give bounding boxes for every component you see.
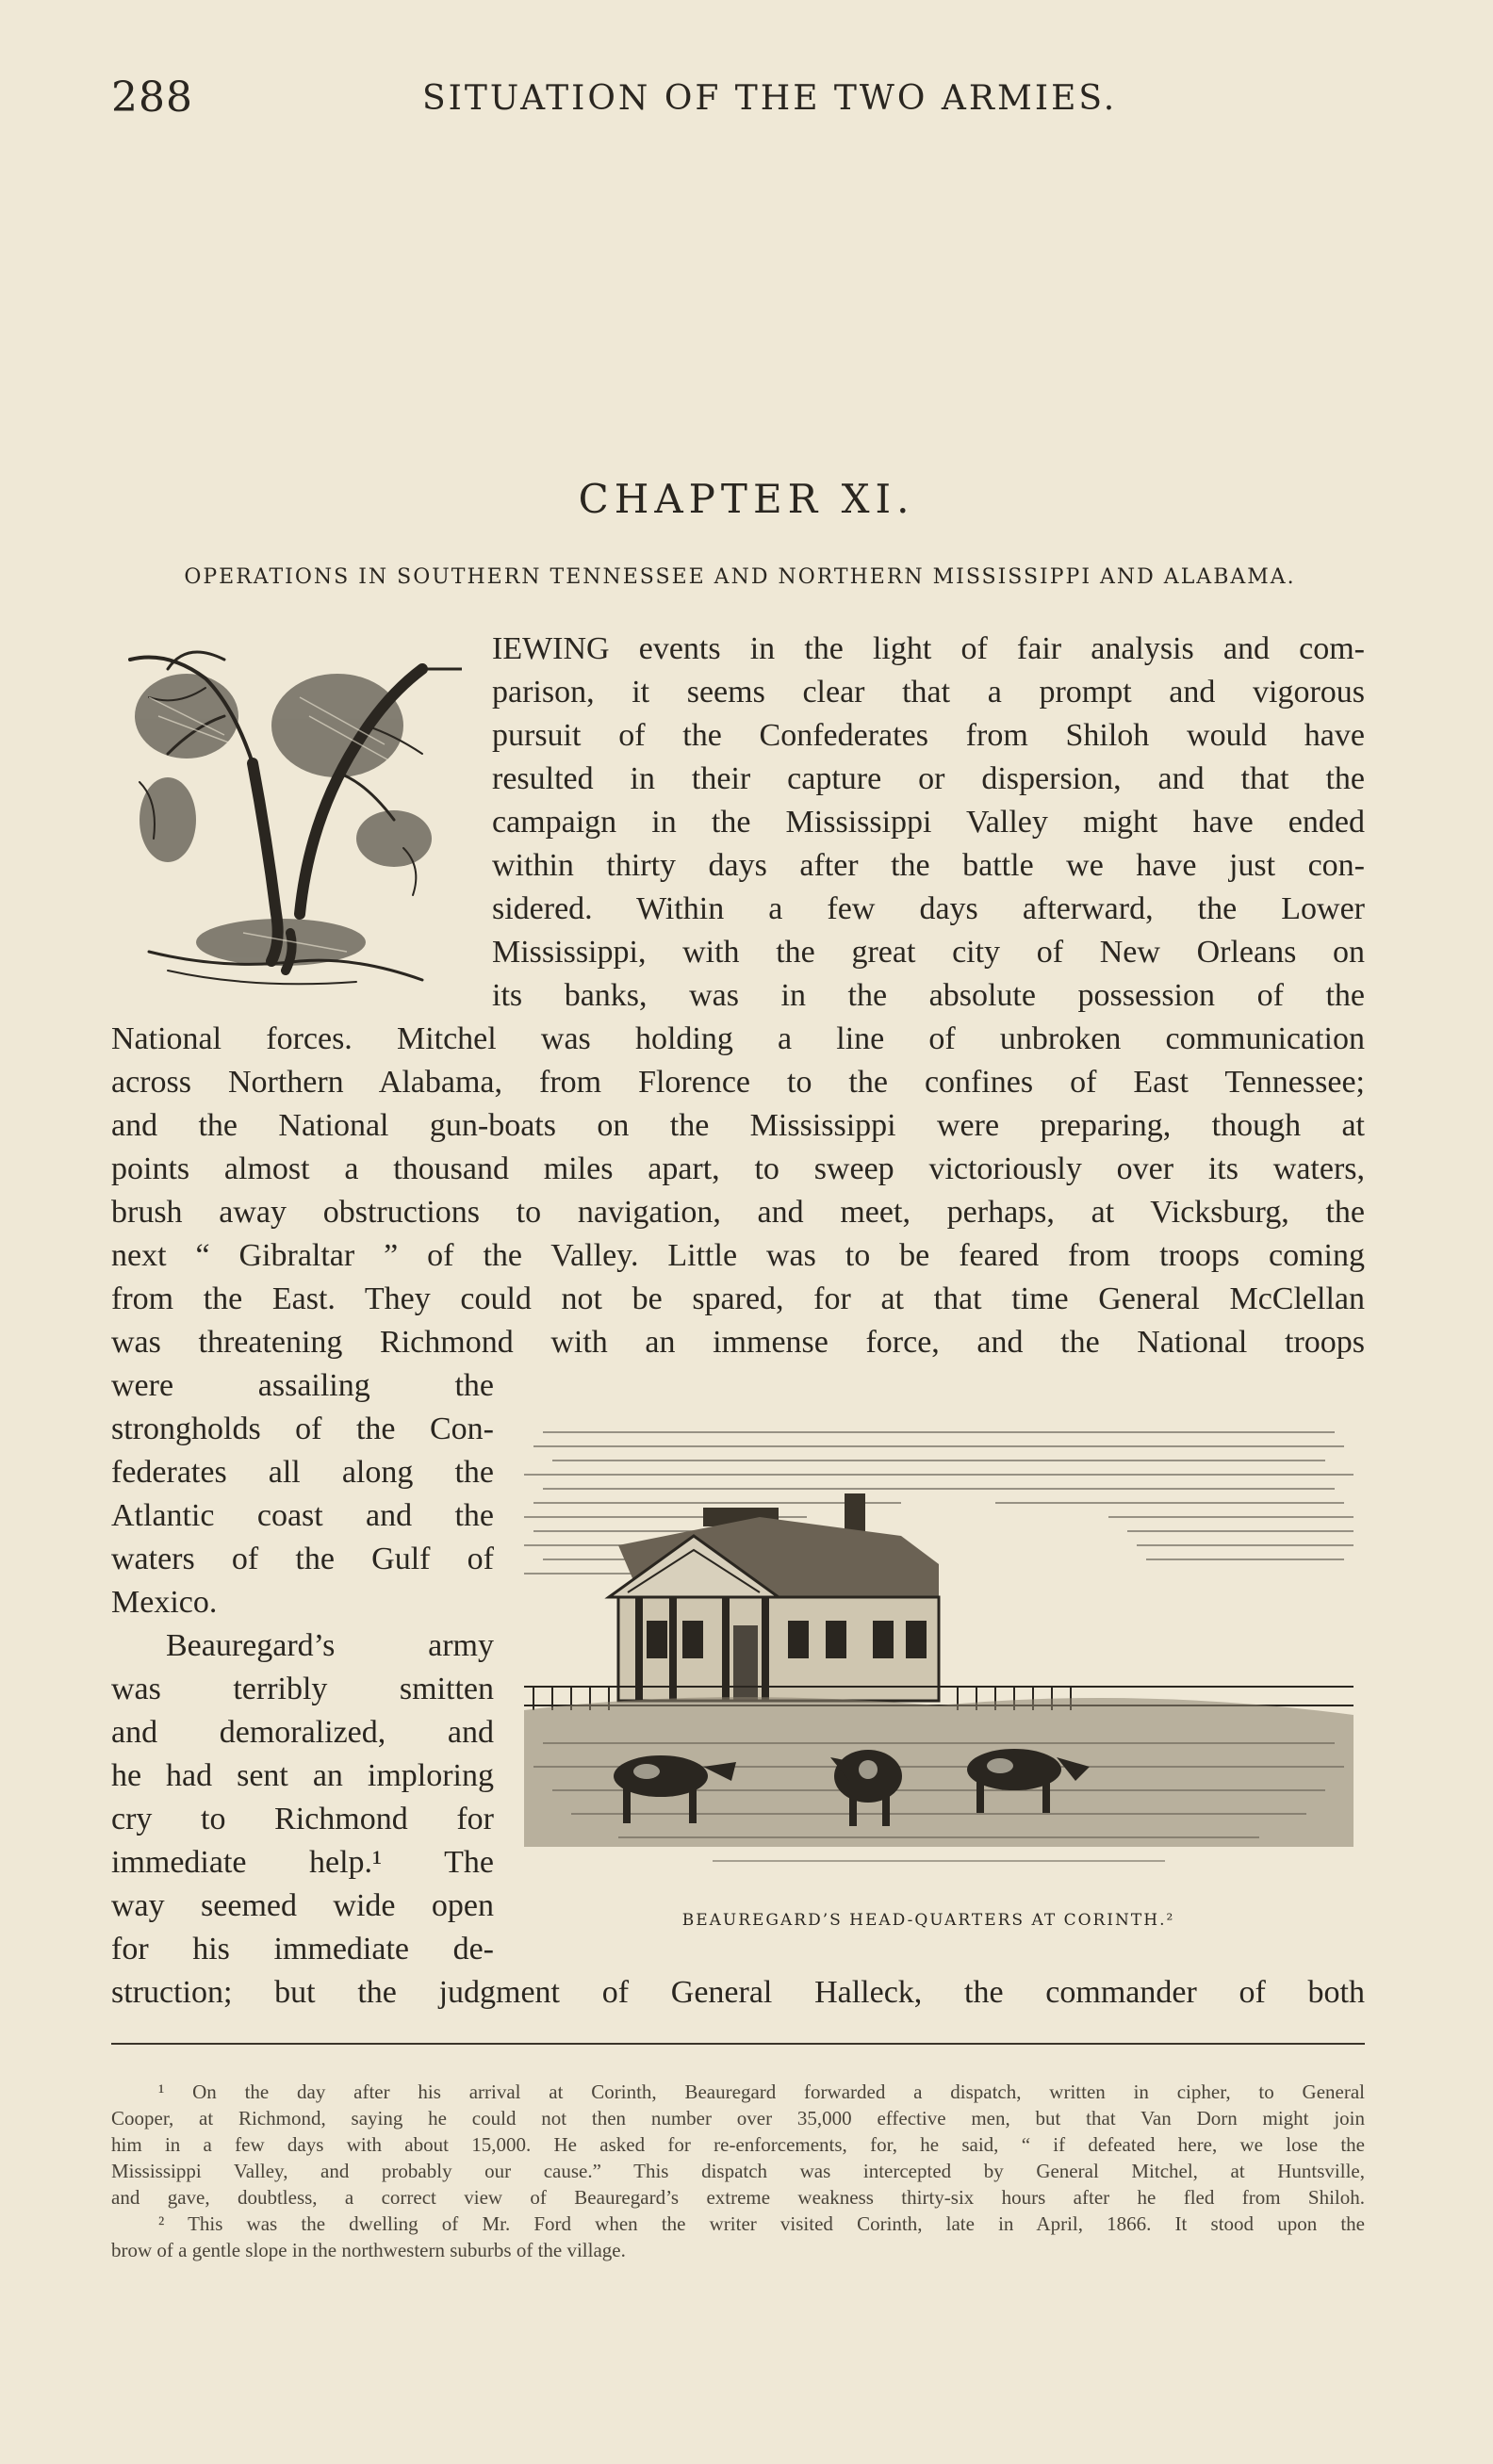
body-line: he had sent an imploring [111,1758,494,1793]
footnote-rule [111,2043,1365,2045]
body-line: was terribly smitten [111,1672,494,1706]
illustration-caption: BEAUREGARD’S HEAD-QUARTERS AT CORINTH.² [681,1911,1175,1930]
body-line: campaign in the Mississippi Valley might have ended [492,805,1365,840]
headquarters-house-illustration [524,1404,1354,1885]
body-line: strongholds of the Con- [111,1411,494,1446]
footnote-line: Mississippi Valley, and probably our cause.” This dispatch was intercepted by General Mitchel, at Huntsville, [111,2160,1365,2182]
body-line: was threatening Richmond with an immense force, and the National troops [111,1325,1365,1360]
footnote-line: Cooper, at Richmond, saying he could not then number over 35,000 effective men, but that Van Dorn might join [111,2107,1365,2129]
body-line: Mexico. [111,1585,218,1620]
body-line: were assailing the [111,1368,494,1403]
body-line: parison, it seems clear that a prompt and vigorous [492,675,1365,710]
body-line: Beauregard’s army [166,1628,494,1663]
body-line: federates all along the [111,1455,494,1490]
body-line: brush away obstructions to navigation, and meet, perhaps, at Vicksburg, the [111,1195,1365,1230]
body-line: its banks, was in the absolute possession of the [492,978,1365,1013]
chapter-subtitle: OPERATIONS IN SOUTHERN TENNESSEE AND NORTHERN MISSISSIPPI AND ALABAMA. [184,565,1296,589]
body-line: next “ Gibraltar ” of the Valley. Little was to be feared from troops coming [111,1238,1365,1273]
body-line: struction; but the judgment of General Halleck, the commander of both [111,1975,1365,2010]
footnote-line: ² This was the dwelling of Mr. Ford when the writer visited Corinth, late in April, 1866. It stood upon the [158,2212,1365,2235]
decorative-initial-v-tree-image [111,631,462,1008]
body-line: and the National gun-boats on the Mississippi were preparing, though at [111,1108,1365,1143]
body-line: pursuit of the Confederates from Shiloh would have [492,718,1365,753]
footnote-line: ¹ On the day after his arrival at Corinth, Beauregard forwarded a dispatch, written in cipher, to General [158,2081,1365,2103]
body-line: National forces. Mitchel was holding a line of unbroken communication [111,1021,1365,1056]
body-line: cry to Richmond for [111,1802,494,1836]
body-line: and demoralized, and [111,1715,494,1750]
body-line: for his immediate de- [111,1932,494,1966]
page-number: 288 [111,73,193,122]
running-header [111,73,1365,130]
body-line: points almost a thousand miles apart, to sweep victoriously over its waters, [111,1151,1365,1186]
footnote-line: and gave, doubtless, a correct view of Beauregard’s extreme weakness thirty-six hours after he fled from Shiloh. [111,2186,1365,2209]
body-line: from the East. They could not be spared, for at that time General McClellan [111,1281,1365,1316]
body-line: immediate help.¹ The [111,1845,494,1880]
running-title: SITUATION OF THE TWO ARMIES. [422,79,1118,118]
body-line: across Northern Alabama, from Florence to the confines of East Tennessee; [111,1065,1365,1100]
body-line: within thirty days after the battle we have just con- [492,848,1365,883]
body-line: sidered. Within a few days afterward, the Lower [492,891,1365,926]
footnote-line: him in a few days with about 15,000. He asked for re-enforcements, for, he said, “ if defeated here, we lose the [111,2133,1365,2156]
chapter-title: CHAPTER XI. [578,476,915,522]
body-line: waters of the Gulf of [111,1542,494,1576]
body-line: Mississippi, with the great city of New Orleans on [492,935,1365,970]
body-line: way seemed wide open [111,1888,494,1923]
body-line: Atlantic coast and the [111,1498,494,1533]
body-line: IEWING events in the light of fair analysis and com- [492,631,1365,666]
body-line: resulted in their capture or dispersion, and that the [492,761,1365,796]
footnote-line: brow of a gentle slope in the northwestern suburbs of the village. [111,2239,626,2261]
